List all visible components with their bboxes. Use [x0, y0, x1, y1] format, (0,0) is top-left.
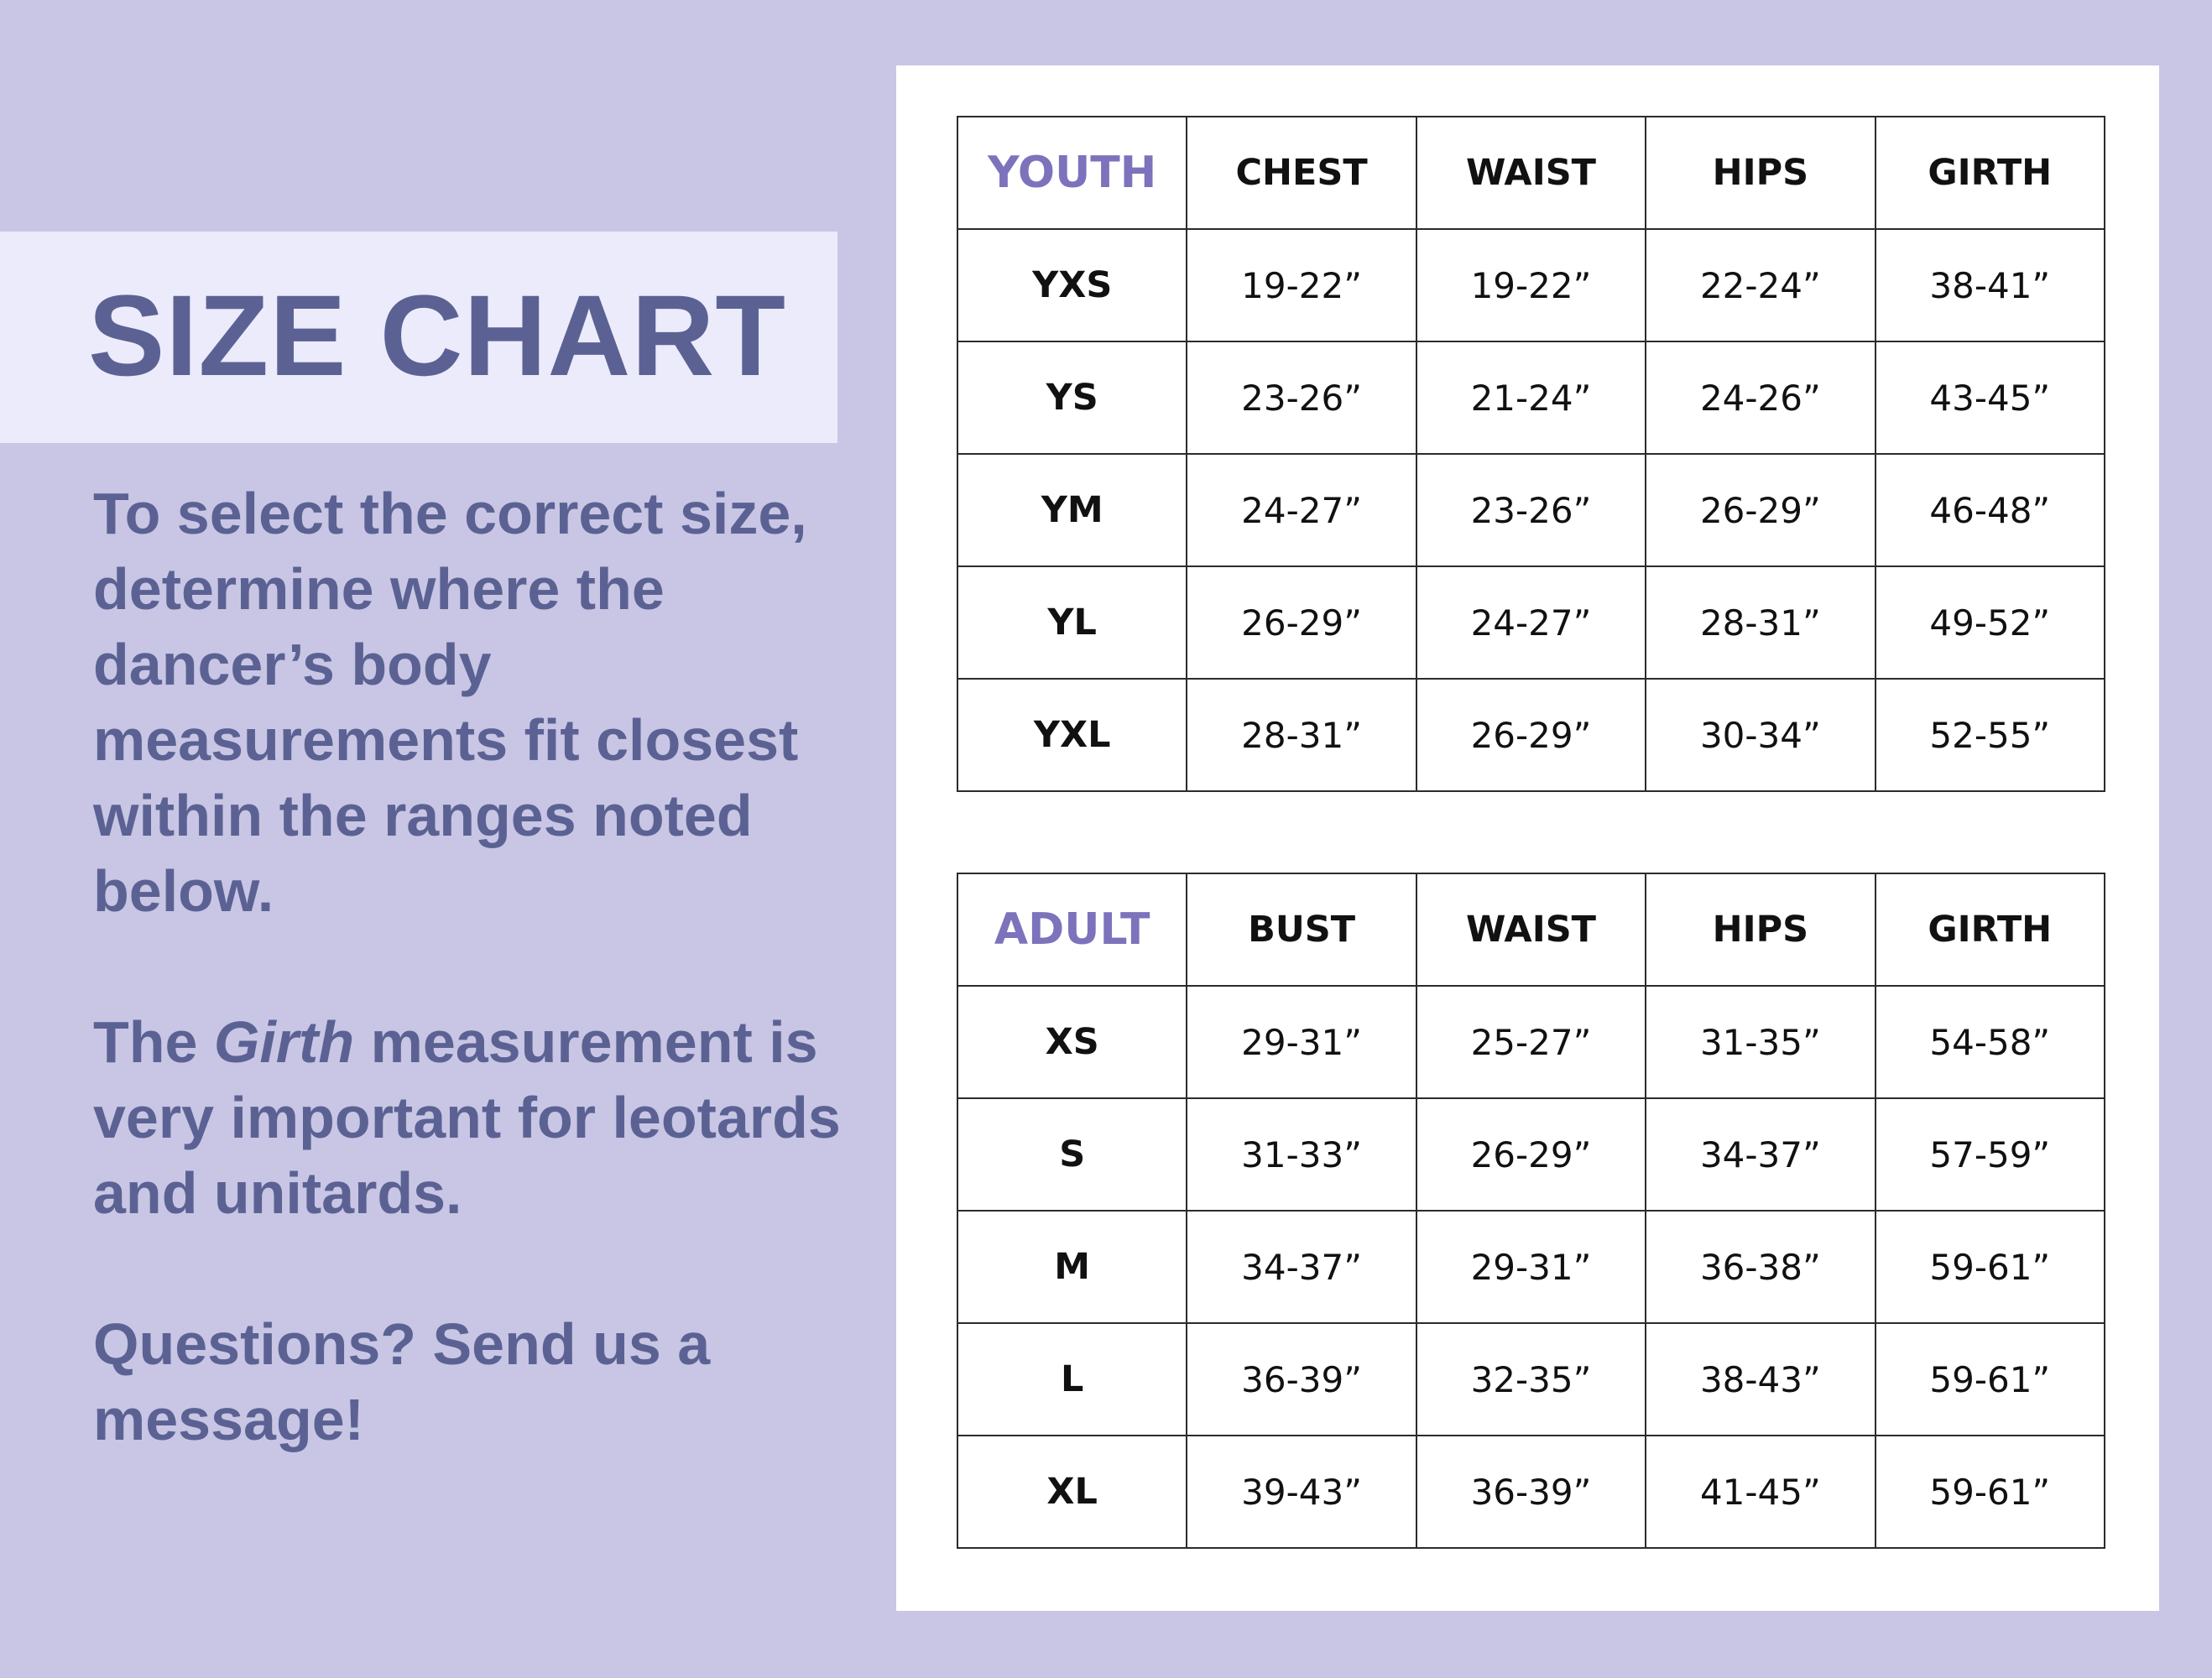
girth-paragraph — [93, 1004, 848, 1231]
measurement-cell: 39-43” — [1187, 1436, 1416, 1548]
measurement-cell: 28-31” — [1646, 566, 1875, 679]
measurement-cell: 59-61” — [1876, 1211, 2105, 1323]
measurement-cell: 29-31” — [1416, 1211, 1646, 1323]
measurement-cell: 32-35” — [1416, 1323, 1646, 1436]
intro-paragraph: To select the correct size, determine where the dancer’s body measurements fit closest within the ranges noted below. — [93, 481, 807, 924]
girth-word: Girth — [213, 1009, 355, 1075]
measurement-cell: 22-24” — [1646, 229, 1875, 341]
measurement-cell: 30-34” — [1646, 679, 1875, 791]
measurement-cell: 25-27” — [1416, 986, 1646, 1098]
measurement-cell: 31-33” — [1187, 1098, 1416, 1211]
measurement-cell: 31-35” — [1646, 986, 1875, 1098]
table-row — [957, 454, 2105, 566]
adult-group-header: ADULT — [957, 873, 1187, 986]
youth-group-header: YOUTH — [957, 117, 1187, 229]
measurement-cell: 24-27” — [1187, 454, 1416, 566]
measurement-cell: 23-26” — [1187, 341, 1416, 454]
measurement-cell: 49-52” — [1876, 566, 2105, 679]
measurement-cell: 24-26” — [1646, 341, 1875, 454]
table-row — [957, 986, 2105, 1098]
measurement-cell: 52-55” — [1876, 679, 2105, 791]
measurement-cell: 21-24” — [1416, 341, 1646, 454]
column-header-chest: CHEST — [1187, 117, 1416, 229]
column-header-hips: HIPS — [1646, 873, 1875, 986]
table-row — [957, 341, 2105, 454]
measurement-cell: 59-61” — [1876, 1323, 2105, 1436]
measurement-cell: 57-59” — [1876, 1098, 2105, 1211]
measurement-cell: 38-41” — [1876, 229, 2105, 341]
size-cell: M — [957, 1211, 1187, 1323]
measurement-cell: 28-31” — [1187, 679, 1416, 791]
size-cell: YS — [957, 341, 1187, 454]
column-header-waist: WAIST — [1416, 117, 1646, 229]
table-row — [957, 679, 2105, 791]
measurement-cell: 41-45” — [1646, 1436, 1875, 1548]
column-header-hips: HIPS — [1646, 117, 1875, 229]
measurement-cell: 26-29” — [1416, 1098, 1646, 1211]
size-cell: S — [957, 1098, 1187, 1211]
measurement-cell: 46-48” — [1876, 454, 2105, 566]
size-cell: L — [957, 1323, 1187, 1436]
measurement-cell: 54-58” — [1876, 986, 2105, 1098]
measurement-cell: 43-45” — [1876, 341, 2105, 454]
column-header-girth: GIRTH — [1876, 873, 2105, 986]
measurement-cell: 34-37” — [1187, 1211, 1416, 1323]
measurement-cell: 34-37” — [1646, 1098, 1875, 1211]
table-row — [957, 1436, 2105, 1548]
measurement-cell: 36-38” — [1646, 1211, 1875, 1323]
measurement-cell: 19-22” — [1416, 229, 1646, 341]
table-row — [957, 1098, 2105, 1211]
adult-size-table — [957, 873, 2105, 1549]
size-cell: XL — [957, 1436, 1187, 1548]
table-header-row — [957, 873, 2105, 986]
measurement-cell: 29-31” — [1187, 986, 1416, 1098]
measurement-cell: 23-26” — [1416, 454, 1646, 566]
table-row — [957, 229, 2105, 341]
page-title: SIZE CHART — [88, 272, 786, 400]
column-header-girth: GIRTH — [1876, 117, 2105, 229]
size-cell: XS — [957, 986, 1187, 1098]
column-header-bust: BUST — [1187, 873, 1416, 986]
girth-paragraph-pre: The — [93, 1009, 214, 1075]
youth-size-table — [957, 116, 2105, 792]
table-row — [957, 566, 2105, 679]
measurement-cell: 38-43” — [1646, 1323, 1875, 1436]
measurement-cell: 26-29” — [1187, 566, 1416, 679]
table-row — [957, 1211, 2105, 1323]
measurement-cell: 26-29” — [1416, 679, 1646, 791]
measurement-cell: 36-39” — [1416, 1436, 1646, 1548]
size-cell: YXL — [957, 679, 1187, 791]
column-header-waist: WAIST — [1416, 873, 1646, 986]
measurement-cell: 36-39” — [1187, 1323, 1416, 1436]
measurement-cell: 26-29” — [1646, 454, 1875, 566]
size-cell: YL — [957, 566, 1187, 679]
size-cell: YXS — [957, 229, 1187, 341]
questions-paragraph: Questions? Send us a message! — [93, 1311, 711, 1452]
table-row — [957, 1323, 2105, 1436]
measurement-cell: 59-61” — [1876, 1436, 2105, 1548]
measurement-cell: 24-27” — [1416, 566, 1646, 679]
size-cell: YM — [957, 454, 1187, 566]
measurement-cell: 19-22” — [1187, 229, 1416, 341]
table-header-row — [957, 117, 2105, 229]
girth-paragraph-post: measurement is very important for leotards and unitards. — [93, 1009, 841, 1226]
